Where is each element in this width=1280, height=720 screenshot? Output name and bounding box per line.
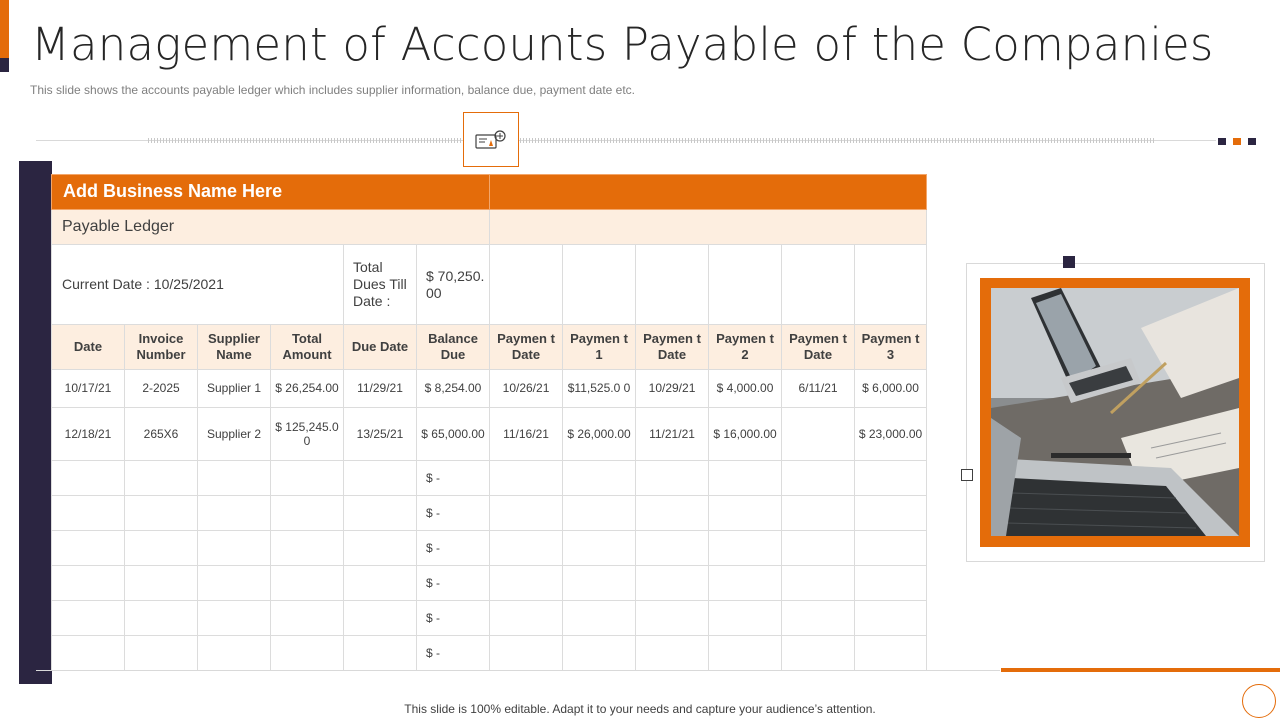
column-header-row: [52, 325, 927, 370]
table-cell: [271, 601, 344, 636]
slide-subtitle: This slide shows the accounts payable ledger which includes supplier information, balance due, payment date etc.: [30, 83, 636, 97]
table-cell: [344, 636, 417, 671]
business-name-blank: [490, 175, 927, 210]
table-cell: [782, 461, 855, 496]
column-header: Paymen t Date: [490, 325, 563, 370]
business-name-row: [52, 175, 927, 210]
table-cell: 2-2025: [125, 370, 198, 408]
business-name: Add Business Name Here: [52, 175, 490, 210]
photo-illustration: [991, 288, 1239, 536]
column-header: Paymen t 1: [563, 325, 636, 370]
table-cell: [198, 601, 271, 636]
table-cell: [782, 636, 855, 671]
table-cell: [563, 636, 636, 671]
table-cell: [52, 636, 125, 671]
table-cell: [563, 245, 636, 325]
table-cell: [636, 496, 709, 531]
table-cell: $ 26,000.00: [563, 408, 636, 461]
table-row: [52, 636, 927, 671]
table-cell: [709, 601, 782, 636]
table-cell: $ 6,000.00: [855, 370, 927, 408]
balance-cell: $ -: [417, 636, 490, 671]
column-header: Paymen t Date: [636, 325, 709, 370]
table-cell: [563, 496, 636, 531]
table-cell: [709, 461, 782, 496]
table-cell: [490, 461, 563, 496]
table-cell: [855, 531, 927, 566]
total-dues-label: Total Dues Till Date :: [344, 245, 417, 325]
decor-square-dark: [1218, 138, 1226, 145]
table-cell: 11/21/21: [636, 408, 709, 461]
ledger-title-row: [52, 210, 927, 245]
ledger-title-blank: [490, 210, 927, 245]
table-cell: $ 4,000.00: [709, 370, 782, 408]
table-cell: [855, 601, 927, 636]
table-cell: 10/26/21: [490, 370, 563, 408]
bottom-accent-line: [1001, 668, 1280, 672]
column-header: Paymen t 2: [709, 325, 782, 370]
table-cell: [271, 636, 344, 671]
table-cell: [52, 566, 125, 601]
table-cell: 11/16/21: [490, 408, 563, 461]
table-cell: [563, 601, 636, 636]
balance-cell: $ -: [417, 461, 490, 496]
table-cell: [198, 496, 271, 531]
decor-square-dark: [1248, 138, 1256, 145]
table-cell: 265X6: [125, 408, 198, 461]
table-cell: 10/29/21: [636, 370, 709, 408]
table-cell: [709, 496, 782, 531]
table-cell: $ 125,245.0 0: [271, 408, 344, 461]
table-cell: 11/29/21: [344, 370, 417, 408]
table-cell: [490, 496, 563, 531]
current-date-row: [52, 245, 927, 325]
table-cell: [52, 461, 125, 496]
table-cell: [271, 566, 344, 601]
table-cell: [490, 601, 563, 636]
table-cell: [636, 461, 709, 496]
table-row: [52, 408, 927, 461]
table-cell: Supplier 2: [198, 408, 271, 461]
table-cell: $11,525.0 0: [563, 370, 636, 408]
table-cell: [344, 601, 417, 636]
table-cell: [344, 566, 417, 601]
table-cell: $ 26,254.00: [271, 370, 344, 408]
table-cell: [198, 461, 271, 496]
table-cell: [271, 461, 344, 496]
title-accent-square: [0, 58, 9, 72]
column-header: Invoice Number: [125, 325, 198, 370]
total-dues-value: $ 70,250. 00: [417, 245, 490, 325]
table-cell: [636, 636, 709, 671]
balance-cell: $ -: [417, 496, 490, 531]
payable-card-icon: [474, 129, 508, 151]
title-accent-bar: [0, 0, 9, 58]
table-cell: 12/18/21: [52, 408, 125, 461]
table-cell: [125, 566, 198, 601]
table-cell: [636, 531, 709, 566]
column-header: Due Date: [344, 325, 417, 370]
table-cell: [782, 496, 855, 531]
table-cell: $ 23,000.00: [855, 408, 927, 461]
dotted-divider: [148, 138, 1156, 143]
table-cell: Supplier 1: [198, 370, 271, 408]
table-cell: [855, 566, 927, 601]
table-cell: [563, 566, 636, 601]
table-cell: [782, 408, 855, 461]
table-cell: [563, 461, 636, 496]
column-header: Date: [52, 325, 125, 370]
table-cell: [125, 461, 198, 496]
table-cell: [125, 531, 198, 566]
corner-circle-decor: [1242, 684, 1276, 718]
table-row: [52, 461, 927, 496]
table-row: [52, 370, 927, 408]
table-cell: [52, 601, 125, 636]
table-cell: [490, 531, 563, 566]
table-cell: [636, 245, 709, 325]
table-cell: 13/25/21: [344, 408, 417, 461]
column-header: Total Amount: [271, 325, 344, 370]
table-cell: [271, 531, 344, 566]
balance-cell: $ -: [417, 531, 490, 566]
table-cell: [636, 601, 709, 636]
column-header: Paymen t 3: [855, 325, 927, 370]
table-cell: [855, 636, 927, 671]
table-cell: [855, 245, 927, 325]
table-cell: [782, 531, 855, 566]
photo-decor-square-outline: [961, 469, 973, 481]
table-cell: $ 16,000.00: [709, 408, 782, 461]
icon-box: [463, 112, 519, 167]
table-cell: [52, 531, 125, 566]
table-cell: [709, 636, 782, 671]
left-accent-bar: [19, 161, 52, 684]
slide-footer: This slide is 100% editable. Adapt it to your needs and capture your audience’s attention.: [404, 702, 876, 716]
table-cell: [782, 245, 855, 325]
table-cell: [855, 461, 927, 496]
payable-ledger-table: [51, 174, 927, 671]
column-header: Supplier Name: [198, 325, 271, 370]
table-cell: [782, 566, 855, 601]
table-cell: [782, 601, 855, 636]
table-cell: 6/11/21: [782, 370, 855, 408]
table-row: [52, 601, 927, 636]
table-cell: [490, 566, 563, 601]
table-cell: [344, 496, 417, 531]
table-cell: 10/17/21: [52, 370, 125, 408]
table-cell: [271, 496, 344, 531]
column-header: Balance Due: [417, 325, 490, 370]
table-row: [52, 566, 927, 601]
table-cell: [344, 531, 417, 566]
table-cell: [709, 531, 782, 566]
table-row: [52, 496, 927, 531]
decor-square-orange: [1233, 138, 1241, 145]
table-cell: [125, 496, 198, 531]
table-cell: [709, 245, 782, 325]
table-row: [52, 531, 927, 566]
table-cell: [855, 496, 927, 531]
photo-decor-square: [1063, 256, 1075, 268]
table-cell: [636, 566, 709, 601]
table-cell: $ 8,254.00: [417, 370, 490, 408]
current-date: Current Date : 10/25/2021: [52, 245, 344, 325]
balance-cell: $ -: [417, 566, 490, 601]
table-cell: [490, 636, 563, 671]
slide-title: Management of Accounts Payable of the Companies: [31, 18, 1214, 71]
laptop-desk-photo: [991, 288, 1239, 536]
table-cell: [125, 601, 198, 636]
table-cell: $ 65,000.00: [417, 408, 490, 461]
table-cell: [198, 531, 271, 566]
table-cell: [490, 245, 563, 325]
table-cell: [198, 566, 271, 601]
table-cell: [563, 531, 636, 566]
bottom-divider: [36, 670, 1000, 671]
table-cell: [52, 496, 125, 531]
table-cell: [344, 461, 417, 496]
ledger-title: Payable Ledger: [52, 210, 490, 245]
column-header: Paymen t Date: [782, 325, 855, 370]
table-cell: [709, 566, 782, 601]
balance-cell: $ -: [417, 601, 490, 636]
table-cell: [198, 636, 271, 671]
table-cell: [125, 636, 198, 671]
